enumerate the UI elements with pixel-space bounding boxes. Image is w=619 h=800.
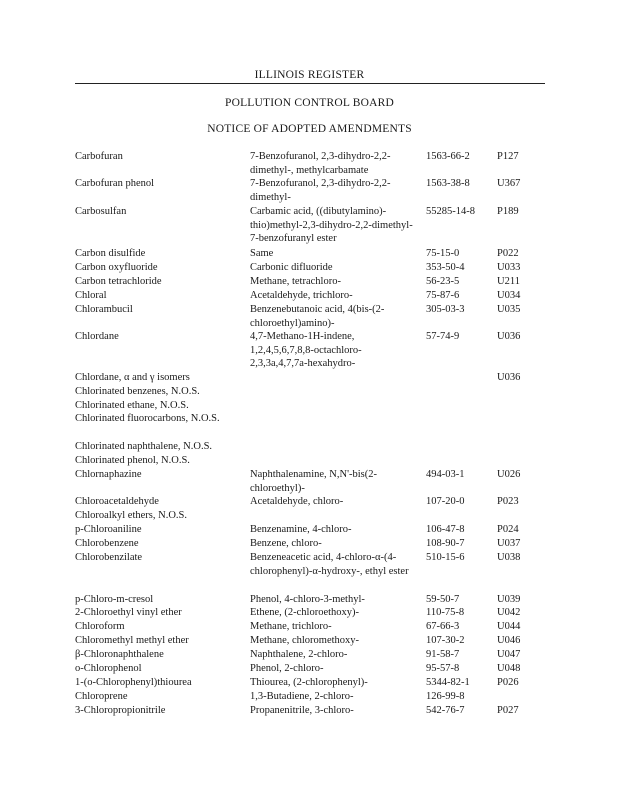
constituent-synonym: Methane, trichloro- [250,621,332,632]
constituent-name: Chloral [75,290,107,301]
cas-number: 75-15-0 [426,248,460,259]
cas-number: 110-75-8 [426,607,465,618]
waste-code: U034 [497,290,521,301]
cas-number: 56-23-5 [426,276,460,287]
constituent-synonym: Same [250,248,274,259]
waste-code: P022 [497,248,519,259]
waste-code: U039 [497,594,521,605]
constituent-synonym: Acetaldehyde, chloro- [250,496,344,507]
cas-number: 106-47-8 [426,524,465,535]
constituent-name: o-Chlorophenol [75,663,142,674]
constituent-name: Chloroprene [75,691,128,702]
constituent-name: Chlorobenzene [75,538,139,549]
cas-number: 1563-38-8 [426,178,470,189]
constituent-name: Carbofuran [75,151,123,162]
waste-code: U035 [497,304,521,315]
constituent-synonym: 7-Benzofuranol, 2,3-dihydro-2,2-dimethyl-, methylcarbamate [250,151,391,176]
constituent-name: Chlorinated ethane, N.O.S. [75,400,189,411]
cas-number: 91-58-7 [426,649,460,660]
constituent-name: Chloromethyl methyl ether [75,635,189,646]
constituent-synonym: Acetaldehyde, trichloro- [250,290,353,301]
waste-code: P189 [497,206,519,217]
waste-code: P127 [497,151,519,162]
constituent-synonym: Benzeneacetic acid, 4-chloro-α-(4-chlorophenyl)-α-hydroxy-, ethyl ester [250,552,409,577]
constituent-synonym: Naphthalenamine, N,N'-bis(2-chloroethyl)- [250,469,377,494]
waste-code: U047 [497,649,521,660]
board-title: POLLUTION CONTROL BOARD [224,97,394,109]
waste-code: P023 [497,496,519,507]
constituent-name: Carbon oxyfluoride [75,262,158,273]
constituent-synonym: Benzenamine, 4-chloro- [250,524,352,535]
constituent-synonym: Phenol, 4-chloro-3-methyl- [250,594,365,605]
constituent-synonym: Carbamic acid, ((dibutylamino)-thio)methyl-2,3-dihydro-2,2-dimethyl-7-benzofuranyl ester [250,206,413,245]
constituent-name: Chlorinated benzenes, N.O.S. [75,386,200,397]
cas-number: 59-50-7 [426,594,460,605]
constituent-name: Chlornaphazine [75,469,142,480]
waste-code: U048 [497,663,521,674]
constituent-name: Chlorobenzilate [75,552,143,563]
cas-number: 126-99-8 [426,691,465,702]
cas-number: 95-57-8 [426,663,460,674]
constituent-synonym: Ethene, (2-chloroethoxy)- [250,607,360,618]
header-rule [75,83,545,84]
cas-number: 542-76-7 [426,705,465,716]
constituent-name: p-Chloro-m-cresol [75,594,154,605]
waste-code: U046 [497,635,521,646]
constituent-name: p-Chloroaniline [75,524,142,535]
cas-number: 67-66-3 [426,621,460,632]
waste-code: U044 [497,621,521,632]
cas-number: 55285-14-8 [426,206,475,217]
waste-code: U038 [497,552,521,563]
constituent-synonym: Propanenitrile, 3-chloro- [250,705,354,716]
waste-code: U037 [497,538,521,549]
constituent-synonym: 4,7-Methano-1H-indene, 1,2,4,5,6,7,8,8-octachloro-2,3,3a,4,7,7a-hexahydro- [250,331,362,370]
waste-code: P026 [497,677,519,688]
waste-code: U033 [497,262,521,273]
cas-number: 108-90-7 [426,538,465,549]
waste-code: P024 [497,524,519,535]
constituent-synonym: 7-Benzofuranol, 2,3-dihydro-2,2-dimethyl- [250,178,391,203]
constituent-name: Chlorinated phenol, N.O.S. [75,455,190,466]
waste-code: U036 [497,331,521,342]
constituent-synonym: Phenol, 2-chloro- [250,663,324,674]
cas-number: 5344-82-1 [426,677,470,688]
cas-number: 494-03-1 [426,469,465,480]
constituent-name: Chlorinated naphthalene, N.O.S. [75,441,213,452]
constituent-name: β-Chloronaphthalene [75,649,164,660]
constituent-name: Chloroacetaldehyde [75,496,159,507]
waste-code: U036 [497,372,521,383]
constituent-name: Carbon disulfide [75,248,146,259]
constituent-name: Chlorambucil [75,304,133,315]
constituent-name: 3-Chloropropionitrile [75,705,166,716]
constituent-synonym: Methane, chloromethoxy- [250,635,360,646]
cas-number: 510-15-6 [426,552,465,563]
constituent-name: Carbosulfan [75,206,127,217]
waste-code: P027 [497,705,519,716]
cas-number: 353-50-4 [426,262,465,273]
cas-number: 57-74-9 [426,331,460,342]
cas-number: 305-03-3 [426,304,465,315]
notice-title: NOTICE OF ADOPTED AMENDMENTS [207,123,412,135]
cas-number: 107-20-0 [426,496,465,507]
constituent-name: Chloroform [75,621,125,632]
constituent-synonym: Methane, tetrachloro- [250,276,341,287]
waste-code: U042 [497,607,521,618]
constituent-synonym: Benzene, chloro- [250,538,322,549]
cas-number: 1563-66-2 [426,151,470,162]
constituent-synonym: 1,3-Butadiene, 2-chloro- [250,691,354,702]
constituent-name: Carbofuran phenol [75,178,155,189]
constituent-name: Chloroalkyl ethers, N.O.S. [75,510,187,521]
cas-number: 75-87-6 [426,290,460,301]
constituent-synonym: Benzenebutanoic acid, 4(bis-(2-chloroethyl)amino)- [250,304,385,329]
cas-number: 107-30-2 [426,635,465,646]
constituent-synonym: Carbonic difluoride [250,262,333,273]
constituent-name: Carbon tetrachloride [75,276,162,287]
constituent-name: 1-(o-Chlorophenyl)thiourea [75,677,192,688]
constituent-name: Chlordane [75,331,119,342]
constituent-synonym: Naphthalene, 2-chloro- [250,649,348,660]
waste-code: U026 [497,469,521,480]
waste-code: U211 [497,276,520,287]
waste-code: U367 [497,178,521,189]
constituent-name: Chlordane, α and γ isomers [75,372,190,383]
constituent-name: 2-Chloroethyl vinyl ether [75,607,182,618]
constituent-name: Chlorinated fluorocarbons, N.O.S. [75,413,220,424]
register-title: ILLINOIS REGISTER [254,69,365,81]
constituent-synonym: Thiourea, (2-chlorophenyl)- [250,677,368,688]
